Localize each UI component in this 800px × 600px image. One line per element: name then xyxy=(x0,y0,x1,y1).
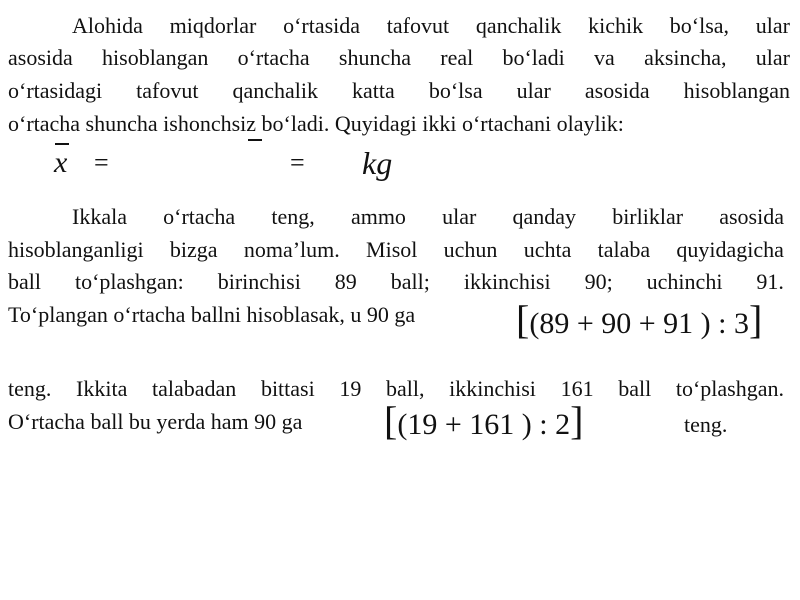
p2-line-4 xyxy=(8,302,415,328)
word: birliklar xyxy=(612,204,684,229)
word: real xyxy=(440,45,474,70)
word: o‘rtacha xyxy=(237,45,310,70)
word: teng. xyxy=(8,376,52,401)
word: katta xyxy=(352,78,395,103)
word: asosida xyxy=(719,204,784,229)
p2-line-1 xyxy=(72,204,784,230)
p2-line-2 xyxy=(8,237,784,263)
word: talaba xyxy=(597,237,651,262)
word: asosida xyxy=(584,78,650,103)
word: talabadan xyxy=(152,376,237,401)
word: ammo xyxy=(350,204,406,229)
word: miqdorlar xyxy=(169,13,257,38)
bracket-close: ] xyxy=(570,398,584,443)
word: 91. xyxy=(756,269,784,294)
p1-line-3 xyxy=(8,78,790,104)
formula-equals-1: = xyxy=(94,148,109,177)
word: 161 xyxy=(560,376,594,401)
bracket-open: [ xyxy=(516,297,530,342)
word: uchta xyxy=(523,237,572,262)
word: ikkinchisi xyxy=(449,376,536,401)
word: qanchalik xyxy=(475,13,562,38)
word: to‘plashgan. xyxy=(675,376,784,401)
word: aksincha, xyxy=(644,45,727,70)
p1-line-2 xyxy=(8,45,790,71)
expression-body: (19 + 161 ) : 2 xyxy=(397,408,571,441)
bracket-close: ] xyxy=(748,297,763,342)
word: uchinchi xyxy=(646,269,723,294)
average-expression-2 xyxy=(384,397,583,443)
word: 90; xyxy=(584,269,613,294)
word: tafovut xyxy=(136,78,199,103)
word: bizga xyxy=(169,237,218,262)
word: o‘rtasida xyxy=(283,13,361,38)
p1-line-1 xyxy=(72,13,790,39)
word: ball xyxy=(8,269,41,294)
word: Ikkita xyxy=(76,376,128,401)
word: ular xyxy=(755,45,790,70)
p3-line-2 xyxy=(8,409,302,435)
bracket-open: [ xyxy=(384,398,398,443)
word: o‘rtacha shuncha ishonchsiz bo‘ladi. Quyidagi ikki o‘rtachani olaylik: xyxy=(8,111,624,136)
word: O‘rtacha ball bu yerda ham 90 ga xyxy=(8,409,303,434)
word: qanday xyxy=(512,204,577,229)
word: ball xyxy=(618,376,652,401)
average-expression-1 xyxy=(516,296,762,342)
word: o‘rtasidagi xyxy=(8,78,103,103)
word: bo‘ladi xyxy=(502,45,565,70)
word: asosida xyxy=(8,45,73,70)
word: hisoblangan xyxy=(102,45,209,70)
word: ikkinchisi xyxy=(463,269,551,294)
expression-body: (89 + 90 + 91 ) : 3 xyxy=(529,307,749,340)
word: o‘rtacha xyxy=(163,204,236,229)
word: va xyxy=(594,45,615,70)
word: hisoblangan xyxy=(683,78,790,103)
word: ular xyxy=(516,78,551,103)
formula-variable: x xyxy=(54,146,68,179)
word: kichik xyxy=(588,13,644,38)
word: uchun xyxy=(443,237,498,262)
word: 19 xyxy=(339,376,362,401)
word: shuncha xyxy=(338,45,411,70)
second-overbar xyxy=(248,139,262,141)
word: bittasi xyxy=(260,376,315,401)
word: To‘plangan o‘rtacha ballni hisoblasak, u 90 ga xyxy=(8,302,416,327)
p2-line-3 xyxy=(8,269,784,295)
word: to‘plashgan: xyxy=(74,269,184,294)
word: Alohida xyxy=(72,13,143,38)
word: birinchisi xyxy=(217,269,301,294)
p3-tail: teng. xyxy=(684,412,728,437)
word: bo‘lsa xyxy=(428,78,483,103)
word: ball, xyxy=(386,376,425,401)
word: hisoblanganligi xyxy=(8,237,144,262)
word: qanchalik xyxy=(232,78,319,103)
word: Misol xyxy=(366,237,418,262)
word: teng, xyxy=(271,204,315,229)
word: bo‘lsa, xyxy=(669,13,730,38)
formula-unit: kg xyxy=(362,145,393,181)
word: noma’lum. xyxy=(243,237,340,262)
word: quyidagicha xyxy=(676,237,784,262)
formula-equals-2: = xyxy=(290,148,305,177)
word: ular xyxy=(442,204,477,229)
word: Ikkala xyxy=(72,204,127,229)
x-overbar xyxy=(55,143,69,145)
p1-line-4 xyxy=(8,111,624,137)
word: ball; xyxy=(390,269,430,294)
word: ular xyxy=(755,13,790,38)
word: tafovut xyxy=(386,13,450,38)
word: 89 xyxy=(334,269,357,294)
